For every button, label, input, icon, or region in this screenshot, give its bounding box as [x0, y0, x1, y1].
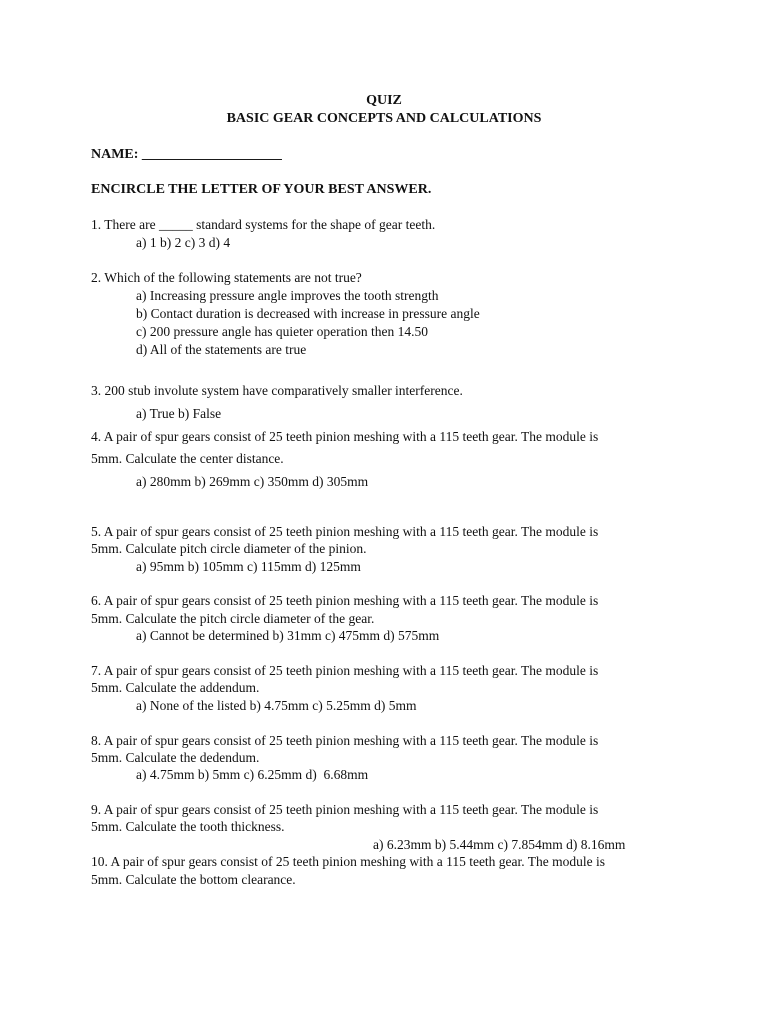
page-title: QUIZ	[366, 93, 402, 108]
question-5-options: a) 95mm b) 105mm c) 115mm d) 125mm	[136, 559, 361, 574]
question-8-text-line-1: 8. A pair of spur gears consist of 25 teeth pinion meshing with a 115 teeth gear. The module is	[91, 733, 599, 748]
question-8-text-line-2: 5mm. Calculate the dedendum.	[91, 750, 260, 765]
question-5-text-line-1: 5. A pair of spur gears consist of 25 teeth pinion meshing with a 115 teeth gear. The module is	[91, 524, 599, 539]
question-6-options: a) Cannot be determined b) 31mm c) 475mm d) 575mm	[136, 628, 440, 643]
question-4-text-line-1: 4. A pair of spur gears consist of 25 teeth pinion meshing with a 115 teeth gear. The module is	[91, 429, 599, 444]
question-8-options: a) 4.75mm b) 5mm c) 6.25mm d) 6.68mm	[136, 767, 369, 782]
question-9-options: a) 6.23mm b) 5.44mm c) 7.854mm d) 8.16mm	[373, 837, 626, 852]
question-1-options: a) 1 b) 2 c) 3 d) 4	[136, 235, 231, 250]
question-2-option-a: a) Increasing pressure angle improves the tooth strength	[136, 288, 439, 303]
question-6-text-line-1: 6. A pair of spur gears consist of 25 teeth pinion meshing with a 115 teeth gear. The module is	[91, 593, 599, 608]
question-10-text-line-1: 10. A pair of spur gears consist of 25 teeth pinion meshing with a 115 teeth gear. The module is	[91, 854, 606, 869]
question-10-text-line-2: 5mm. Calculate the bottom clearance.	[91, 872, 296, 887]
question-3-text: 3. 200 stub involute system have comparatively smaller interference.	[91, 383, 463, 398]
question-7-text-line-1: 7. A pair of spur gears consist of 25 teeth pinion meshing with a 115 teeth gear. The module is	[91, 663, 599, 678]
question-2-option-b: b) Contact duration is decreased with increase in pressure angle	[136, 306, 480, 321]
question-6-text-line-2: 5mm. Calculate the pitch circle diameter of the gear.	[91, 611, 375, 626]
question-9-text-line-1: 9. A pair of spur gears consist of 25 teeth pinion meshing with a 115 teeth gear. The module is	[91, 802, 599, 817]
question-7-options: a) None of the listed b) 4.75mm c) 5.25mm d) 5mm	[136, 698, 417, 713]
question-4-options: a) 280mm b) 269mm c) 350mm d) 305mm	[136, 474, 369, 489]
question-2-text: 2. Which of the following statements are not true?	[91, 270, 362, 285]
instruction-text: ENCIRCLE THE LETTER OF YOUR BEST ANSWER.	[91, 182, 432, 197]
question-7-text-line-2: 5mm. Calculate the addendum.	[91, 680, 260, 695]
question-1-text: 1. There are _____ standard systems for the shape of gear teeth.	[91, 217, 436, 232]
name-field-label: NAME: ____________________	[91, 147, 282, 162]
question-2-option-c: c) 200 pressure angle has quieter operation then 14.50	[136, 324, 429, 339]
question-9-text-line-2: 5mm. Calculate the tooth thickness.	[91, 819, 285, 834]
page-subtitle: BASIC GEAR CONCEPTS AND CALCULATIONS	[226, 111, 542, 126]
question-3-options: a) True b) False	[136, 406, 222, 421]
question-5-text-line-2: 5mm. Calculate pitch circle diameter of the pinion.	[91, 541, 367, 556]
question-2-option-d: d) All of the statements are true	[136, 342, 307, 357]
question-4-text-line-2: 5mm. Calculate the center distance.	[91, 451, 284, 466]
